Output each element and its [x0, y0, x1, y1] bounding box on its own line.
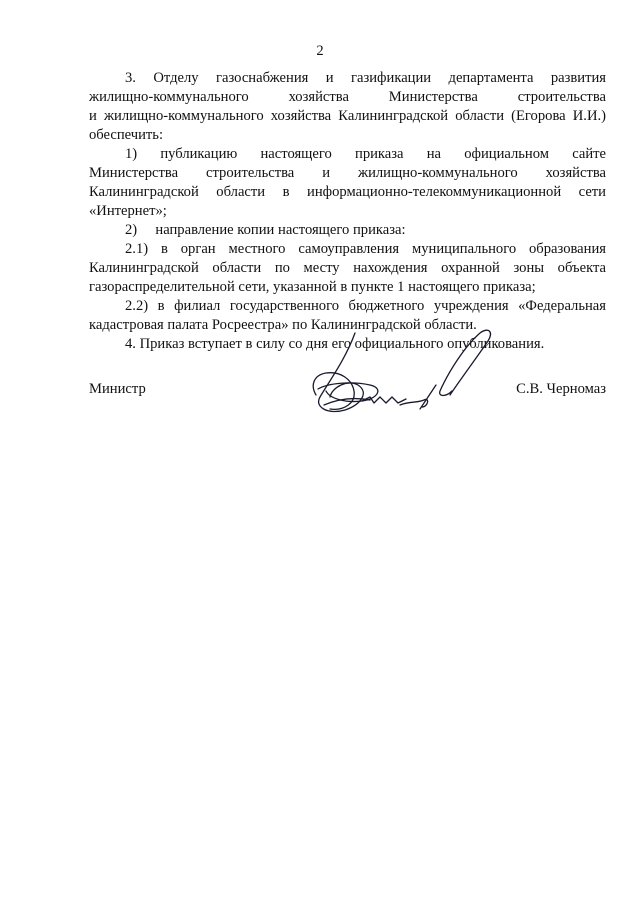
paragraph-3-2-1-line: 2.1) в орган местного самоуправления муниципального образования	[125, 241, 606, 257]
paragraph-3-1-line: Калининградской области в информационно-телекоммуникационной сети	[89, 184, 606, 200]
paragraph-3-1	[89, 145, 606, 221]
paragraph-4-text: 4. Приказ вступает в силу со дня его официального опубликования.	[125, 336, 545, 352]
signatory-title: Министр	[89, 381, 146, 397]
paragraph-3-2-1	[89, 240, 606, 297]
paragraph-3-line: обеспечить:	[89, 127, 164, 143]
paragraph-3-line: и жилищно-коммунального хозяйства Калининградской области (Егорова И.И.)	[89, 108, 606, 124]
paragraph-3-line: жилищно-коммунального хозяйства Министерства строительства	[89, 89, 606, 105]
page-number: 2	[316, 43, 324, 59]
paragraph-3-line: 3. Отделу газоснабжения и газификации департамента развития	[125, 70, 606, 86]
paragraph-3-1-line: «Интернет»;	[89, 203, 167, 219]
paragraph-3-1-line: Министерства строительства и жилищно-коммунального хозяйства	[89, 165, 606, 181]
paragraph-3-1-line: 1) публикацию настоящего приказа на официальном сайте	[125, 146, 606, 162]
paragraph-3-2-2-line: 2.2) в филиал государственного бюджетного учреждения «Федеральная	[125, 298, 606, 314]
paragraph-3-2	[89, 221, 606, 240]
handwritten-signature	[300, 325, 500, 435]
paragraph-3-2-text: 2) направление копии настоящего приказа:	[125, 222, 406, 238]
paragraph-3-2-2-line: кадастровая палата Росреестра» по Калининградской области.	[89, 317, 477, 333]
document-body	[89, 69, 606, 354]
paragraph-3-2-1-line: Калининградской области по месту нахождения охранной зоны объекта	[89, 260, 606, 276]
paragraph-3-2-1-line: газораспределительной сети, указанной в пункте 1 настоящего приказа;	[89, 279, 536, 295]
signatory-name: С.В. Черномаз	[516, 381, 606, 397]
paragraph-3	[89, 69, 606, 145]
